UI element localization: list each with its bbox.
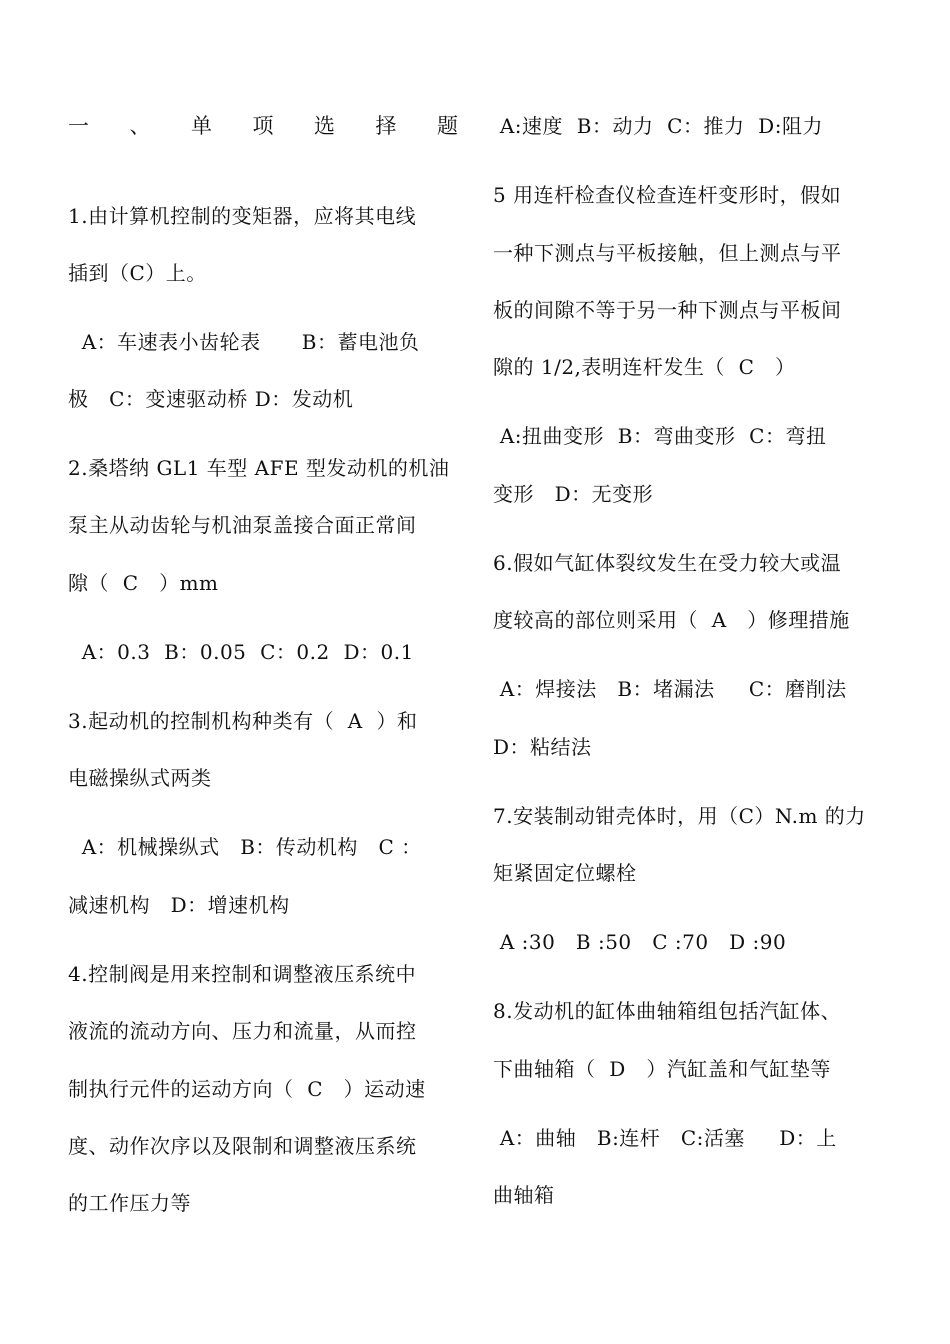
section-title-char: 选 — [314, 114, 335, 138]
q2-options: A：0.3 B：0.05 C：0.2 D：0.1 — [68, 640, 414, 664]
q6-line-2: 度较高的部位则采用（ A ）修理措施 — [493, 608, 850, 632]
q8-options-line-2: 曲轴箱 — [493, 1183, 555, 1207]
q7-options: A :30 B :50 C :70 D :90 — [493, 930, 787, 954]
q4-line-4: 度、动作次序以及限制和调整液压系统 — [68, 1134, 417, 1158]
section-title-char: 择 — [375, 114, 397, 138]
q1-options-line-2: 极 C：变速驱动桥 D：发动机 — [68, 387, 354, 411]
q4-options: A:速度 B：动力 C：推力 D:阻力 — [493, 114, 823, 138]
q1-options-line-1: A：车速表小齿轮表 B：蓄电池负 — [68, 330, 420, 354]
q7-line-2: 矩紧固定位螺栓 — [493, 861, 637, 885]
q4-line-2: 液流的流动方向、压力和流量，从而控 — [68, 1019, 417, 1043]
section-title-char: 单 — [191, 114, 212, 138]
q8-line-1: 8.发动机的缸体曲轴箱组包括汽缸体、 — [493, 999, 842, 1023]
q5-line-4: 隙的 1/2,表明连杆发生（ C ） — [493, 355, 796, 379]
q3-line-1: 3.起动机的控制机构种类有（ A ）和 — [68, 709, 418, 733]
q5-line-3: 板的间隙不等于另一种下测点与平板间 — [493, 298, 842, 322]
q4-line-3: 制执行元件的运动方向（ C ）运动速 — [68, 1077, 426, 1101]
q1-line-1: 1.由计算机控制的变矩器，应将其电线 — [68, 204, 417, 228]
q3-options-line-1: A：机械操纵式 B：传动机构 C ： — [68, 835, 422, 859]
q5-line-2: 一种下测点与平板接触，但上测点与平 — [493, 241, 842, 265]
q6-line-1: 6.假如气缸体裂纹发生在受力较大或温 — [493, 551, 842, 575]
q1-line-2: 插到（C）上。 — [68, 261, 207, 285]
section-title-char: 、 — [129, 114, 151, 138]
q8-options-line-1: A：曲轴 B:连杆 C:活塞 D：上 — [493, 1126, 837, 1150]
q3-line-2: 电磁操纵式两类 — [68, 766, 212, 790]
q8-line-2: 下曲轴箱（ D ）汽缸盖和气缸垫等 — [493, 1057, 831, 1081]
q5-options-line-1: A:扭曲变形 B：弯曲变形 C：弯扭 — [493, 424, 827, 448]
q3-options-line-2: 减速机构 D：增速机构 — [68, 893, 290, 917]
q4-line-1: 4.控制阀是用来控制和调整液压系统中 — [68, 962, 417, 986]
q5-options-line-2: 变形 D：无变形 — [493, 482, 654, 506]
section-title — [68, 112, 458, 140]
q2-line-2: 泵主从动齿轮与机油泵盖接合面正常间 — [68, 513, 417, 537]
q2-line-1: 2.桑塔纳 GL1 车型 AFE 型发动机的机油 — [68, 456, 450, 480]
q4-line-5: 的工作压力等 — [68, 1191, 191, 1215]
section-title-char: 项 — [252, 114, 274, 138]
q5-line-1: 5 用连杆检查仪检查连杆变形时，假如 — [493, 183, 842, 207]
section-title-char: 一 — [68, 114, 89, 138]
q6-options-line-1: A：焊接法 B：堵漏法 C：磨削法 — [493, 677, 847, 701]
q2-line-3: 隙（ C ）mm — [68, 571, 219, 595]
q6-options-line-2: D：粘结法 — [493, 735, 592, 759]
section-title-char: 题 — [437, 114, 458, 138]
q7-line-1: 7.安装制动钳壳体时，用（C）N.m 的力 — [493, 804, 866, 828]
